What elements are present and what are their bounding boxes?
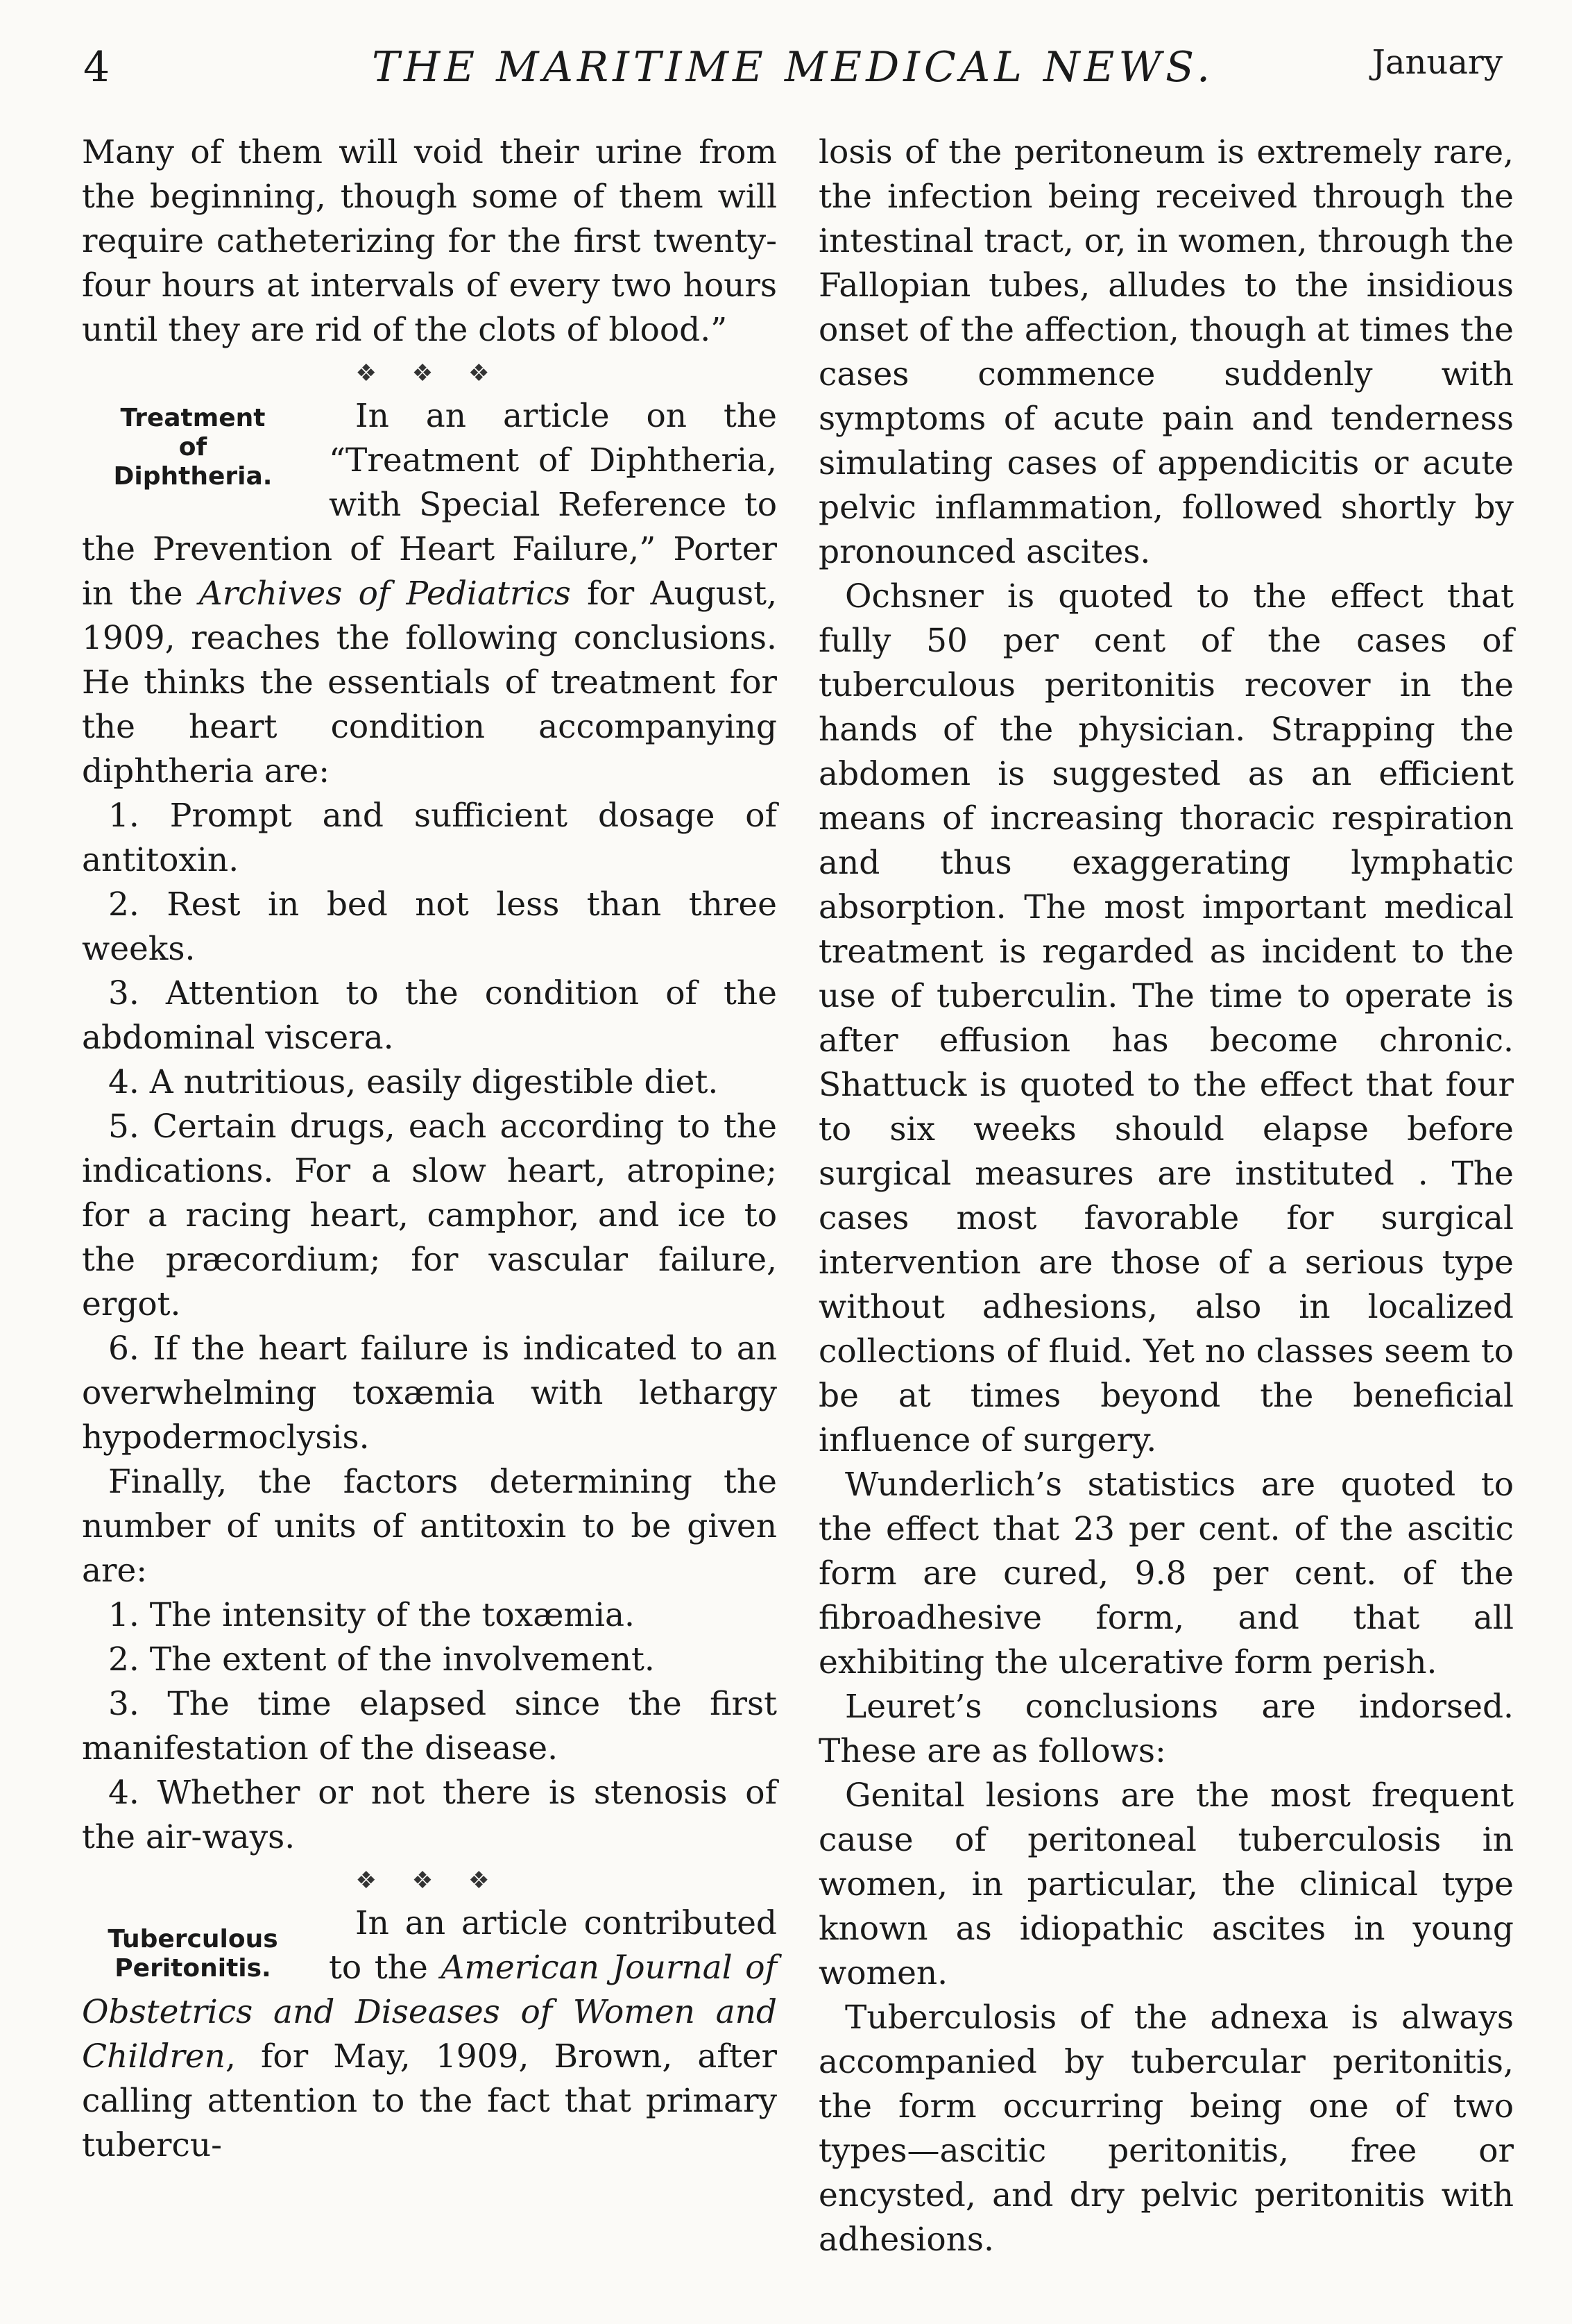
- list-item: 1. Prompt and sufficient dosage of antitoxin.: [82, 797, 777, 879]
- sidehead-line: Tuberculous: [108, 1925, 278, 1953]
- body-paragraph: Genital lesions are the most frequent cause of peritoneal tuberculosis in women, in particular, the clinical type known as idiopathic ascites in young women.: [819, 1776, 1514, 1992]
- list-item: 1. The intensity of the toxæmia.: [108, 1596, 635, 1634]
- sidehead-line: of: [178, 433, 207, 461]
- tb-text-c: , for May, 1909, Brown, after calling attention to the fact that primary tubercu-: [82, 2037, 777, 2164]
- page-number: 4: [83, 43, 110, 92]
- sidehead-line: Diphtheria.: [113, 462, 273, 491]
- list-item: 5. Certain drugs, each according to the indications. For a slow heart, atropine; for a racing heart, camphor, and ice to the præcordium; for vascular failure, ergot.: [82, 1108, 777, 1323]
- tb-text-a: In an article contributed to the: [329, 1904, 777, 1987]
- body-paragraph: Tuberculosis of the adnexa is always accompanied by tubercular peritonitis, the form occurring being one of two types—ascitic peritonitis, free or encysted, and dry pelvic peritonitis with adhesions.: [819, 1999, 1514, 2259]
- right-column: [819, 130, 1514, 2262]
- list-item: 4. A nutritious, easily digestible diet.: [108, 1063, 719, 1101]
- body-paragraph: Ochsner is quoted to the effect that fully 50 per cent of the cases of tuberculous peritonitis recover in the hands of the physician. Strapping the abdomen is suggested as an efficient means of increasing thoracic respiration and thus exaggerating lymphatic absorption. The most important medical treatment is regarded as incident to the use of tuberculin. The time to operate is after effusion has become chronic. Shattuck is quoted to the effect that four to six weeks should elapse before surgical measures are instituted . The cases most favorable for surgical intervention are those of a serious type without adhesions, also in localized collections of fluid. Yet no classes seem to be at times beyond the beneficial influence of surgery.: [819, 577, 1514, 1459]
- list-item: 2. The extent of the involvement.: [108, 1640, 655, 1679]
- journal-citation: Archives of Pediatrics: [198, 575, 571, 613]
- journal-citation: American Journal of Obstetrics and Diseases of Women and Children: [82, 1949, 777, 2076]
- left-column: [82, 130, 777, 2168]
- list-item: 4. Whether or not there is stenosis of the air-ways.: [82, 1774, 777, 1856]
- body-paragraph: Leuret’s conclusions are indorsed. These are as follows:: [819, 1688, 1514, 1770]
- intro-paragraph: Many of them will void their urine from the beginning, though some of them will require catheterizing for the first twenty-four hours at intervals of every two hours until they are rid of the clots of blood.”: [82, 133, 777, 349]
- finally-paragraph: Finally, the factors determining the number of units of antitoxin to be given are:: [82, 1463, 777, 1590]
- section-ornament: ❖ ❖ ❖: [355, 1867, 504, 1894]
- diphtheria-text-a: In an article on the “Treatment of Diphtheria, with Special Reference to the Prevention of Heart Failure,” Porter in the: [82, 397, 777, 613]
- issue-month: January: [1372, 43, 1503, 82]
- list-item: 3. The time elapsed since the first manifestation of the disease.: [82, 1685, 777, 1767]
- body-paragraph: losis of the peritoneum is extremely rare, the infection being received through the intestinal tract, or, in women, through the Fallopian tubes, alludes to the insidious onset of the affection, though at times the cases commence suddenly with symptoms of acute pain and tenderness simulating cases of appendicitis or acute pelvic inflammation, followed shortly by pronounced ascites.: [819, 133, 1514, 571]
- sidehead-tuberculous-peritonitis: [82, 1925, 304, 1983]
- sidehead-line: Treatment: [120, 404, 266, 432]
- list-item: 3. Attention to the condition of the abdominal viscera.: [82, 974, 777, 1057]
- list-item: 2. Rest in bed not less than three weeks.: [82, 885, 777, 968]
- section-ornament: ❖ ❖ ❖: [355, 359, 504, 387]
- running-header: [83, 43, 1503, 99]
- diphtheria-text-c: for August, 1909, reaches the following conclusions. He thinks the essentials of treatment for the heart condition accompanying diphtheria are:: [82, 575, 778, 790]
- body-paragraph: Wunderlich’s statistics are quoted to the effect that 23 per cent. of the ascitic form are cured, 9.8 per cent. of the fibroadhesive form, and that all exhibiting the ulcerative form perish.: [819, 1466, 1514, 1681]
- journal-title: THE MARITIME MEDICAL NEWS.: [371, 43, 1215, 92]
- sidehead-line: Peritonitis.: [114, 1954, 271, 1983]
- sidehead-treatment-of-diphtheria: [82, 404, 304, 491]
- list-item: 6. If the heart failure is indicated to an overwhelming toxæmia with lethargy hypodermoclysis.: [82, 1330, 777, 1457]
